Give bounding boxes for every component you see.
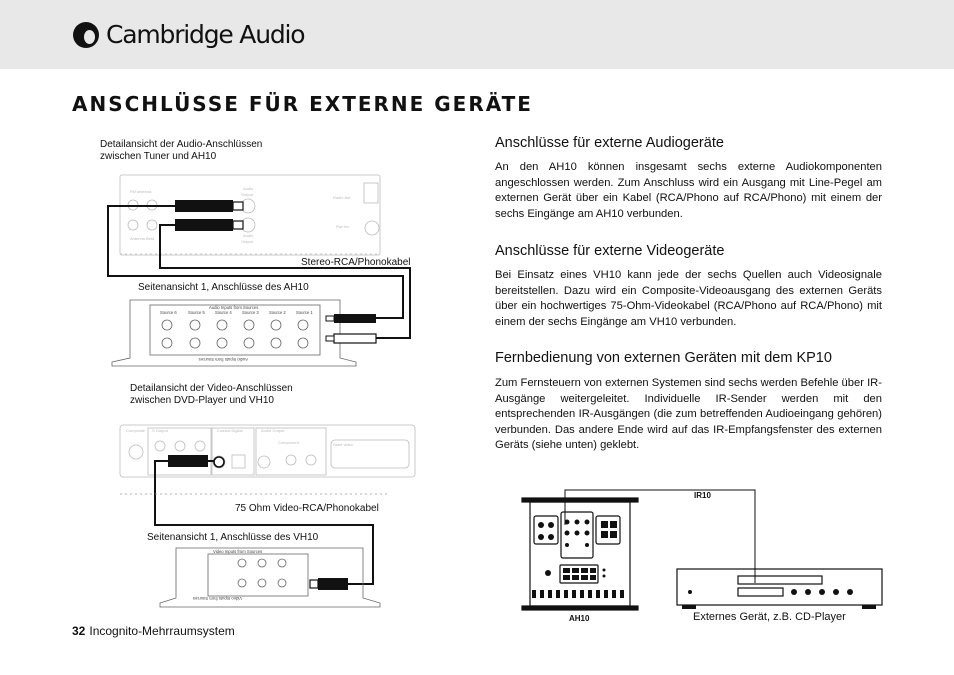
svg-text:S Output: S Output	[152, 428, 168, 433]
external-device-label: Externes Gerät, z.B. CD-Player	[693, 611, 846, 623]
ah10-panel-title-inverted: Audio Inputs from Sources	[198, 357, 248, 362]
vh10-panel-title: Video Inputs from Sources	[213, 549, 263, 554]
section-heading-audio: Anschlüsse für externe Audiogeräte	[495, 135, 724, 151]
section-heading-video: Anschlüsse für externe Videogeräte	[495, 243, 725, 259]
ah10-unit	[522, 498, 638, 610]
ah10-source-label: Source 6	[160, 310, 177, 315]
stereo-cable-label: Stereo-RCA/Phonokabel	[301, 257, 411, 268]
svg-text:Audio: Audio	[243, 186, 254, 191]
audio-detail-label: Detailansicht der Audio-Anschlüssen zwischen Tuner und AH10	[100, 139, 263, 162]
vh10-panel-title-inverted: Video Inputs from Sources	[192, 596, 242, 601]
vh10-side-panel	[160, 548, 380, 607]
svg-text:FM antenna: FM antenna	[130, 189, 152, 194]
svg-text:Pwr Inc: Pwr Inc	[336, 224, 350, 229]
ah10-panel-title: Audio Inputs from Sources	[209, 305, 259, 310]
section-heading-remote: Fernbedienung von externen Geräten mit dem KP10	[495, 350, 832, 366]
vh10-side-label: Seitenansicht 1, Anschlüsse des VH10	[147, 532, 319, 543]
svg-text:Radio Ant: Radio Ant	[333, 195, 351, 200]
svg-text:Antenna Beta: Antenna Beta	[130, 236, 155, 241]
page-footer	[72, 624, 235, 638]
svg-text:Audio Output: Audio Output	[261, 428, 285, 433]
brand-name: Cambridge Audio	[106, 20, 305, 49]
ah10-source-label: Source 5	[188, 310, 205, 315]
cd-player-unit	[677, 569, 882, 605]
ah10-side-panel	[112, 300, 356, 366]
ah10-source-label: Source 4	[215, 310, 232, 315]
svg-text:Component: Component	[278, 440, 299, 445]
ir10-label: IR10	[694, 491, 711, 500]
section-text-audio: An den AH10 können insgesamt sechs externe Audiokomponenten angeschlossen werden. Zum Anschluss wird ein Ausgang mit Line-Pegel am externen Gerät über ein Kabel (RCA/Phono auf RCA/Phono) mit einem der sechs Eingänge am AH10 verbunden.	[495, 161, 882, 220]
video-detail-label: Detailansicht der Video-Anschlüssen zwischen DVD-Player und VH10	[130, 383, 293, 406]
svg-text:Coaxial Digital: Coaxial Digital	[217, 428, 243, 433]
svg-text:Scart video: Scart video	[333, 442, 354, 447]
page-title: ANSCHLÜSSE FÜR EXTERNE GERÄTE	[72, 92, 533, 116]
svg-text:Audio: Audio	[243, 233, 254, 238]
footer-text: Incognito-Mehrraumsystem	[89, 624, 235, 638]
svg-text:Output: Output	[241, 239, 254, 244]
svg-text:Composite: Composite	[126, 428, 146, 433]
page-header	[0, 0, 954, 69]
ah10-source-label: Source 2	[269, 310, 286, 315]
ah10-source-label: Source 1	[296, 310, 313, 315]
ah10-label: AH10	[569, 614, 590, 623]
dvd-detail-panel	[120, 425, 415, 477]
video-cable-label: 75 Ohm Video-RCA/Phonokabel	[235, 503, 379, 514]
tuner-detail-panel	[120, 175, 380, 255]
page-number: 32	[72, 624, 86, 638]
section-text-remote: Zum Fernsteuern von externen Systemen sind sechs werden Befehle über IR-Ausgänge weitergeleitet. Individuelle IR-Sender werden mit den entsprechenden IR-Ausgängen (die zum betreffenden Audioeingang gehören) verbunden. Das andere Ende wird auf das IR-Empfangsfenster des externen Geräts (siehe unten) geklebt.	[495, 377, 882, 452]
ah10-source-label: Source 3	[242, 310, 259, 315]
brand-logo	[73, 20, 304, 49]
svg-text:Output: Output	[241, 192, 254, 197]
section-text-video: Bei Einsatz eines VH10 kann jede der sechs Quellen auch Videosignale bereitstellen. Dazu wird ein Composite-Videoausgang des externen Geräts über ein hochwertiges 75-Ohm-Videokabel (RCA/Phono auf RCA/Phono) mit einem der sechs Eingänge am VH10 verbunden.	[495, 269, 882, 328]
brand-logo-icon	[73, 22, 99, 48]
ah10-side-label: Seitenansicht 1, Anschlüsse des AH10	[138, 282, 309, 293]
